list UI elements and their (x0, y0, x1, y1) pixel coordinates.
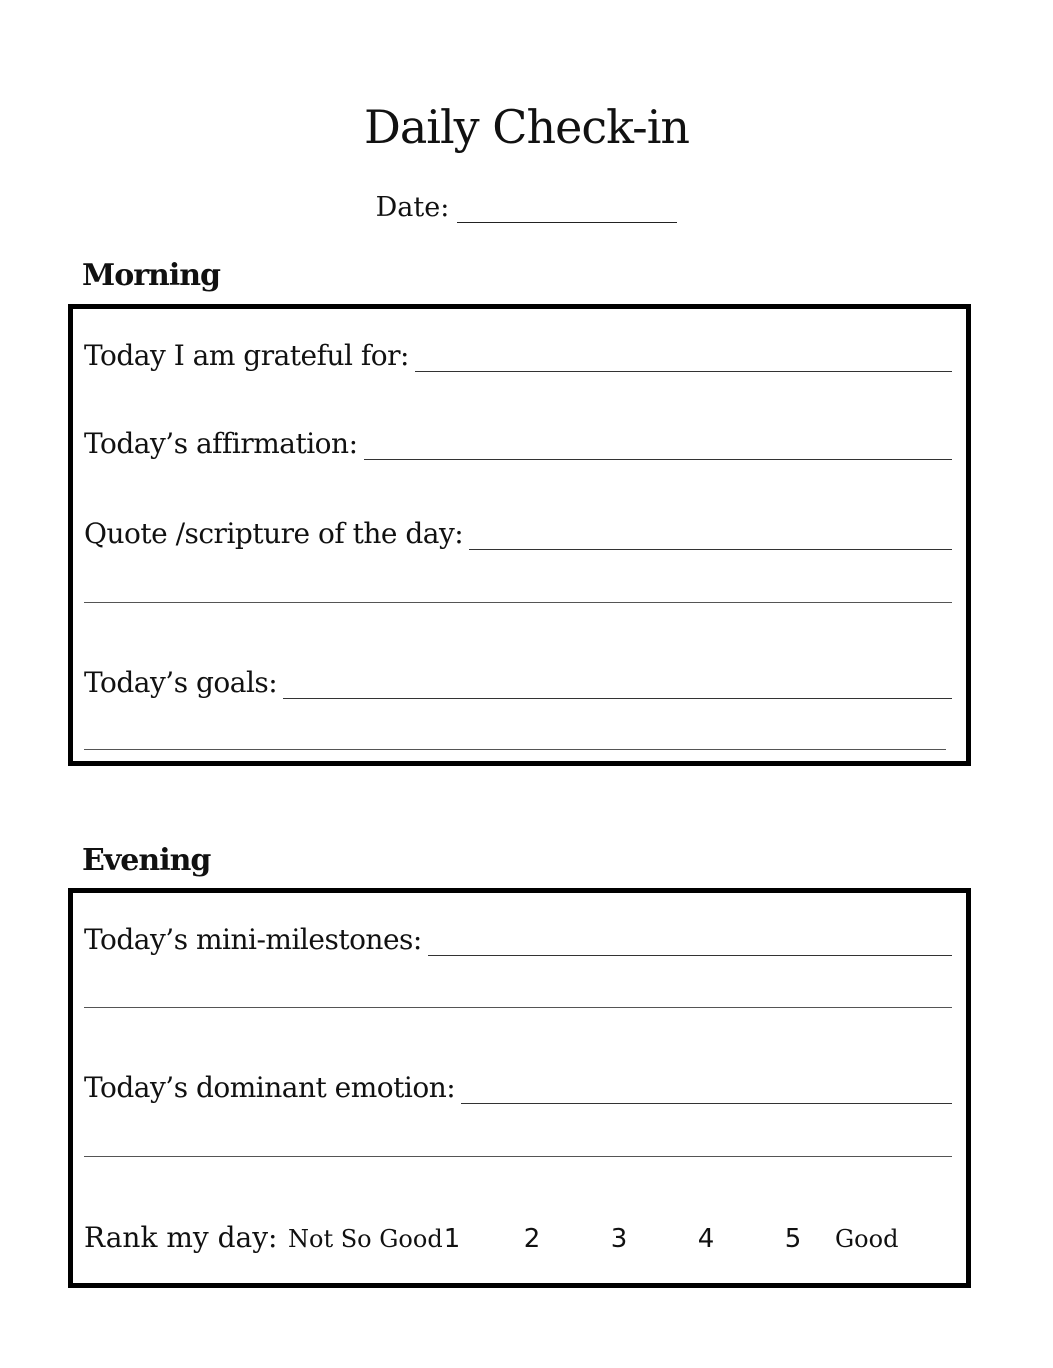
emotion-field[interactable] (461, 1083, 952, 1104)
rank-option-1[interactable]: 1 (443, 1224, 461, 1254)
emotion-row (84, 1071, 952, 1104)
grateful-label: Today I am grateful for: (84, 339, 409, 372)
milestones-row (84, 923, 952, 956)
affirmation-row (84, 427, 952, 460)
emotion-field-line-2[interactable] (84, 1156, 952, 1157)
goals-field[interactable] (283, 678, 952, 699)
grateful-row (84, 339, 952, 372)
grateful-field[interactable] (415, 351, 952, 372)
rank-label: Rank my day: (84, 1221, 278, 1254)
milestones-label: Today’s mini-milestones: (84, 923, 422, 956)
goals-row (84, 666, 952, 699)
affirmation-label: Today’s affirmation: (84, 427, 358, 460)
emotion-label: Today’s dominant emotion: (84, 1071, 456, 1104)
rank-option-2[interactable]: 2 (523, 1224, 541, 1254)
affirmation-field[interactable] (364, 439, 953, 460)
morning-box (68, 304, 971, 766)
milestones-field-line-2[interactable] (84, 1007, 952, 1008)
rank-option-3[interactable]: 3 (610, 1224, 628, 1254)
quote-label: Quote /scripture of the day: (84, 517, 464, 550)
rank-row (84, 1221, 952, 1254)
evening-heading: Evening (82, 843, 211, 878)
quote-field[interactable] (469, 529, 952, 550)
quote-row (84, 517, 952, 550)
evening-box (68, 888, 971, 1288)
morning-heading: Morning (82, 258, 221, 293)
goals-label: Today’s goals: (84, 666, 278, 699)
rank-low-label: Not So Good (288, 1225, 443, 1253)
date-row (0, 192, 1053, 223)
milestones-field[interactable] (428, 935, 952, 956)
quote-field-line-2[interactable] (84, 602, 952, 603)
rank-high-label: Good (835, 1225, 899, 1253)
goals-field-line-2[interactable] (84, 749, 946, 750)
page-title: Daily Check-in (363, 100, 690, 154)
date-label: Date: (375, 192, 450, 223)
rank-option-5[interactable]: 5 (784, 1224, 802, 1254)
rank-option-4[interactable]: 4 (697, 1224, 715, 1254)
date-field[interactable] (457, 198, 677, 223)
